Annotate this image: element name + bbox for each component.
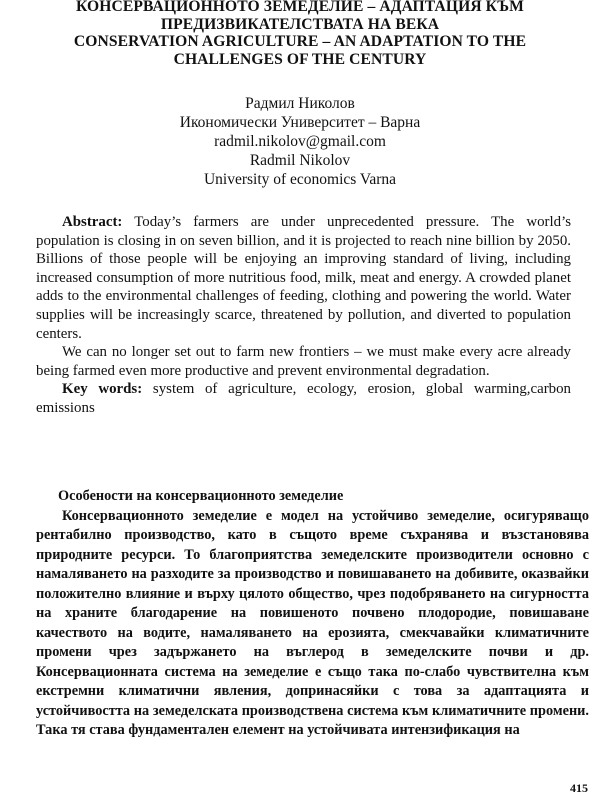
abstract-paragraph-2: We can no longer set out to farm new frontiers – we must make every acre already being farmed even more productive and prevent environmental degradation. [36, 344, 571, 379]
abstract-label: Abstract: [62, 214, 123, 230]
title-english-line-1: CONSERVATION AGRICULTURE – AN ADAPTATION TO THE [73, 33, 527, 50]
title-bulgarian-line-1: КОНСЕРВАЦИОННОТО ЗЕМЕДЕЛИЕ – АДАПТАЦИЯ КЪМ [76, 0, 524, 15]
keywords-label: Key words: [62, 381, 143, 398]
author-name-en: Radmil Nikolov [249, 152, 351, 169]
keywords-paragraph [36, 380, 571, 417]
section-title: Особености на консервационното земеделие [58, 488, 344, 504]
abstract-text: Today’s farmers are under unprecedented pressure. The world’s population is closing in on seven billion, and it is projected to reach nine billion by 2050. Billions of those people will be enjoying an improving standard of living, including increased consumption of more nutritious food, milk, meat and energy. A crowded planet adds to the environmental challenges of feeding, clothing and powering the world. Water supplies will be increasingly scarce, threatened by pollution, and diverted to population centers. [36, 214, 571, 342]
section-body: Консервационното земеделие е модел на устойчиво земеделие, осигуряващо рентабилно производство, като в същото време съхранява и възстановява природните ресурси. То благоприятства земеделските производители основно с намаляването на разходите за производство и повишаването на добивите, оказвайки положително влияние и върху цялото общество, чрез подобряването на сигурността на храните благодарение на повишеното почвено плодородие, повишаване качеството на водите, намаляването на ерозията, смекчавайки климатичните промени чрез задържането на въглерод в земеделските почви и др. Консервационната система на земеделие е също така по-слабо чувствителна към екстремни климатични явления, допринасяйки с това за адаптацията и устойчивостта на земеделската производствена система към климатичните промени. Така тя става фундаментален елемент на устойчивата интензификация на [36, 507, 589, 738]
title-bulgarian [0, 0, 600, 33]
keywords-text: system of agriculture, ecology, erosion, global warming,carbon emissions [36, 381, 571, 416]
author-block [0, 94, 600, 189]
author-affiliation-en: University of economics Varna [203, 171, 397, 188]
abstract-paragraph [36, 213, 571, 343]
author-name-bg: Радмил Николов [245, 95, 355, 112]
abstract-block [36, 213, 571, 418]
title-english-line-2: CHALLENGES OF THE CENTURY [173, 50, 427, 68]
title-english [0, 33, 600, 68]
author-affiliation-bg: Икономически Университет – Варна [179, 114, 421, 131]
page-number: 415 [570, 781, 588, 795]
author-email: radmil.nikolov@gmail.com [214, 133, 386, 150]
title-bulgarian-line-2: ПРЕДИЗВИКАТЕЛСТВАТА НА ВЕКА [160, 15, 440, 33]
section-features [36, 487, 589, 741]
